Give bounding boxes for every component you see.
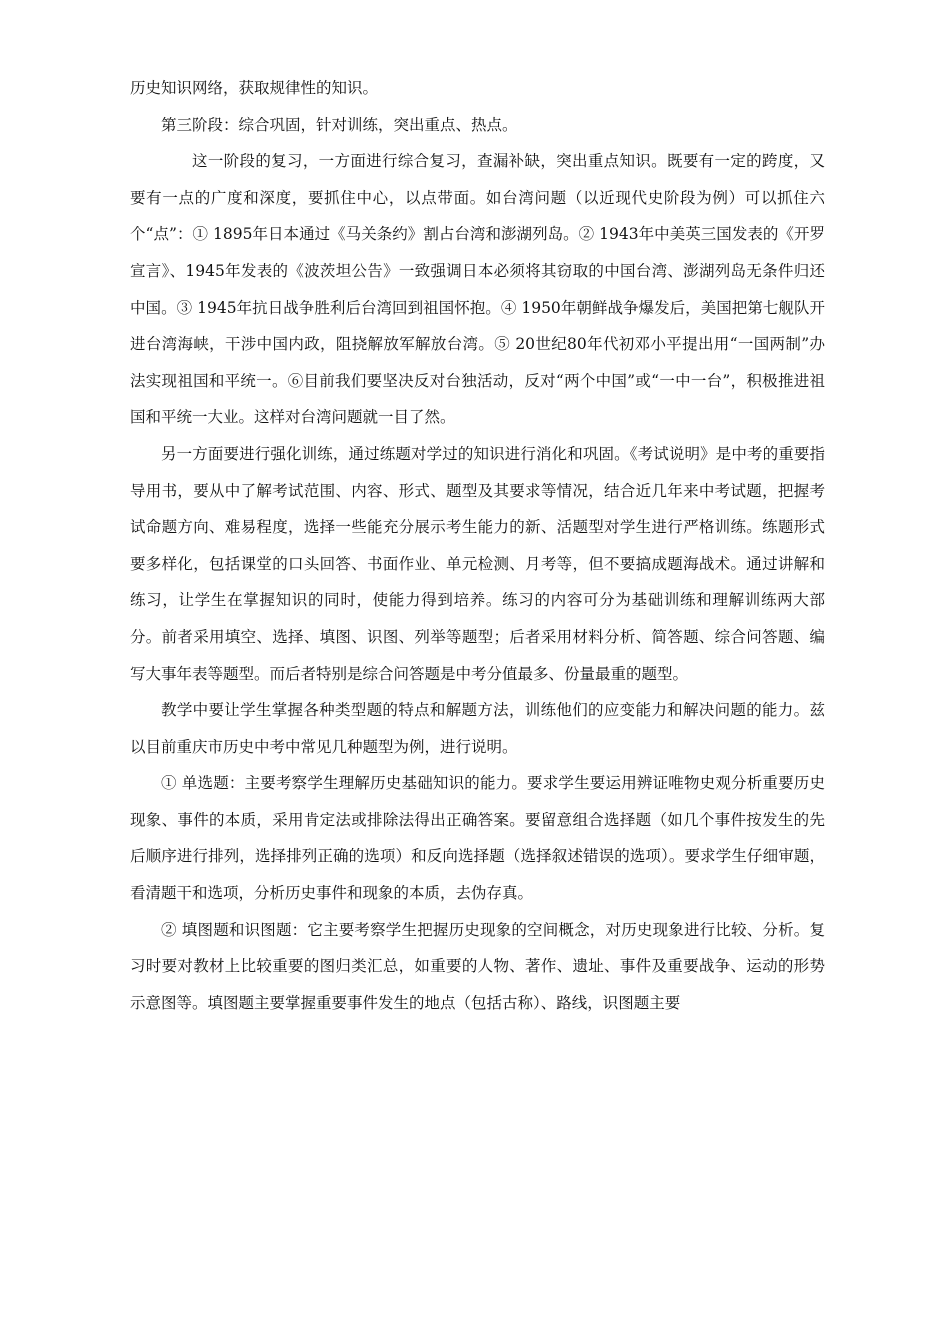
paragraph-taiwan-example: 这一阶段的复习，一方面进行综合复习，查漏补缺，突出重点知识。既要有一定的跨度，又要有一点的广度和深度，要抓住中心，以点带面。如台湾问题（以近现代史阶段为例）可以抓住六个“点”：① 1895年日本通过《马关条约》割占台湾和澎湖列岛。② 1943年中美英三国发表的《开罗宣言》、1945年发表的《波茨坦公告》一致强调日本必须将其窃取的中国台湾、澎湖列岛无条件归还中国。③ 1945年抗日战争胜利后台湾回到祖国怀抱。④ 1950年朝鲜战争爆发后，美国把第七舰队开进台湾海峡，干涉中国内政，阻挠解放军解放台湾。⑤ 20世纪80年代初邓小平提出用“一国两制”办法实现祖国和平统一。⑥目前我们要坚决反对台独活动，反对“两个中国”或“一中一台”，积极推进祖国和平统一大业。这样对台湾问题就一目了然。 [130, 152, 825, 427]
paragraph-single-choice: ① 单选题：主要考察学生理解历史基础知识的能力。要求学生要运用辨证唯物史观分析重要历史现象、事件的本质，采用肯定法或排除法得出正确答案。要留意组合选择题（如几个事件按发生的先后顺序进行排列，选择排列正确的选项）和反向选择题（选择叙述错误的选项）。要求学生仔细审题，看清题干和选项，分析历史事件和现象的本质，去伪存真。 [130, 774, 825, 903]
document-body [130, 70, 825, 1021]
paragraph-map-questions: ② 填图题和识图题：它主要考察学生把握历史现象的空间概念，对历史现象进行比较、分析。复习时要对教材上比较重要的图归类汇总，如重要的人物、著作、遗址、事件及重要战争、运动的形势示意图等。填图题主要掌握重要事件发生的地点（包括古称）、路线，识图题主要 [130, 920, 825, 1012]
paragraph-continuation: 历史知识网络，获取规律性的知识。 [130, 79, 379, 97]
paragraph-question-types-intro: 教学中要让学生掌握各种类型题的特点和解题方法，训练他们的应变能力和解决问题的能力。兹以目前重庆市历史中考中常见几种题型为例，进行说明。 [130, 701, 825, 756]
paragraph-stage-three-heading: 第三阶段：综合巩固，针对训练，突出重点、热点。 [161, 115, 518, 134]
paragraph-intensive-training: 另一方面要进行强化训练，通过练题对学过的知识进行消化和巩固。《考试说明》是中考的重要指导用书，要从中了解考试范围、内容、形式、题型及其要求等情况，结合近几年来中考试题，把握考试命题方向、难易程度，选择一些能充分展示考生能力的新、活题型对学生进行严格训练。练题形式要多样化，包括课堂的口头回答、书面作业、单元检测、月考等，但不要搞成题海战术。通过讲解和练习，让学生在掌握知识的同时，使能力得到培养。练习的内容可分为基础训练和理解训练两大部分。前者采用填空、选择、填图、识图、列举等题型；后者采用材料分析、简答题、综合问答题、编写大事年表等题型。而后者特别是综合问答题是中考分值最多、份量最重的题型。 [130, 444, 825, 683]
